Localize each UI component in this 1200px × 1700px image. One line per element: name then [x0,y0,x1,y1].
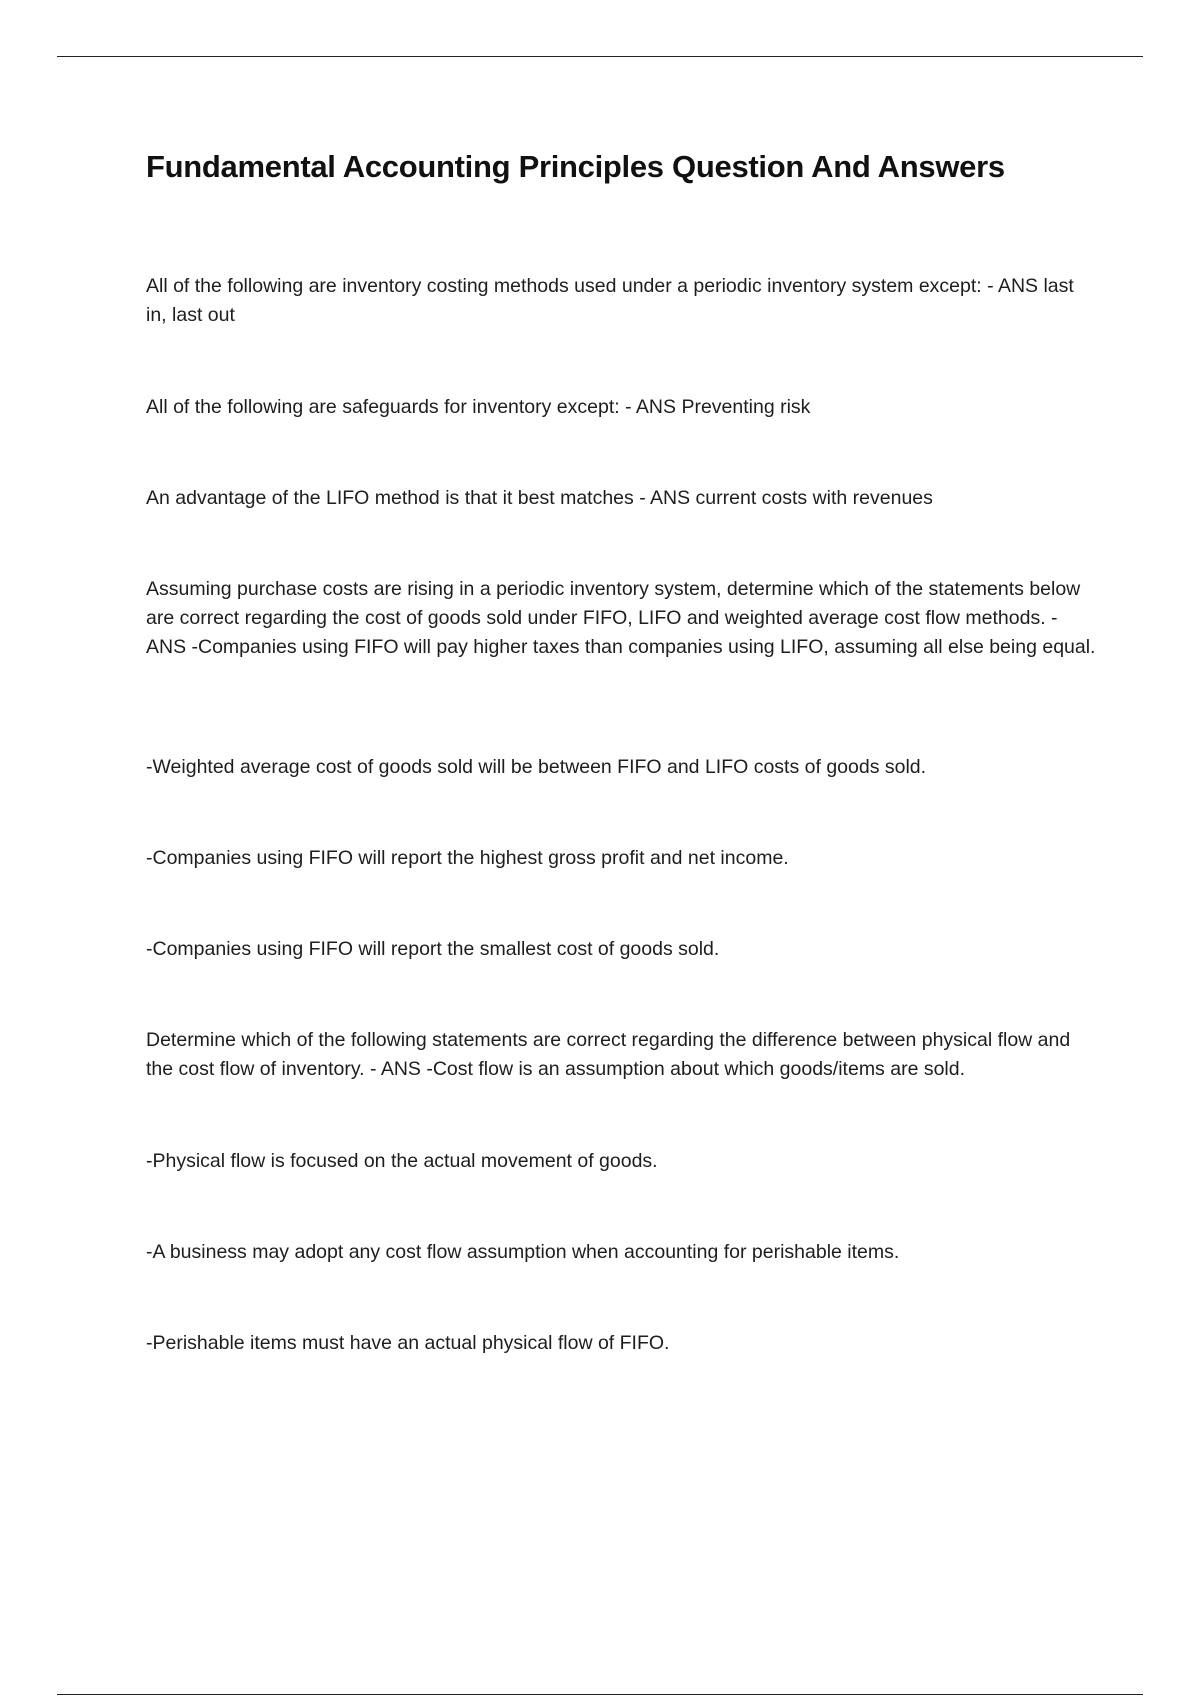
qa-paragraph: -A business may adopt any cost flow assumption when accounting for perishable items. [146,1241,900,1263]
qa-paragraph: Assuming purchase costs are rising in a periodic inventory system, determine which of the statements below are correct regarding the cost of goods sold under FIFO, LIFO and weighted average cost flow methods. - ANS -Companies using FIFO will pay higher taxes than companies using LIFO, assuming all else being equal. [146,578,1096,658]
qa-paragraph: -Perishable items must have an actual physical flow of FIFO. [146,1332,670,1354]
qa-paragraph: -Companies using FIFO will report the highest gross profit and net income. [146,847,789,869]
top-divider [57,56,1143,57]
qa-paragraph: An advantage of the LIFO method is that it best matches - ANS current costs with revenues [146,487,933,509]
qa-paragraph: -Weighted average cost of goods sold will be between FIFO and LIFO costs of goods sold. [146,756,927,778]
qa-paragraph: All of the following are inventory costing methods used under a periodic inventory system except: - ANS last in, last out [146,275,1074,326]
document-title: Fundamental Accounting Principles Question And Answers [146,149,1005,184]
qa-paragraph: -Companies using FIFO will report the smallest cost of goods sold. [146,938,720,960]
qa-paragraph: -Physical flow is focused on the actual movement of goods. [146,1150,658,1172]
qa-paragraph: Determine which of the following statements are correct regarding the difference between physical flow and the cost flow of inventory. - ANS -Cost flow is an assumption about which goods/items are sold. [146,1029,1071,1080]
bottom-divider [57,1694,1143,1695]
qa-paragraph: All of the following are safeguards for inventory except: - ANS Preventing risk [146,396,811,418]
